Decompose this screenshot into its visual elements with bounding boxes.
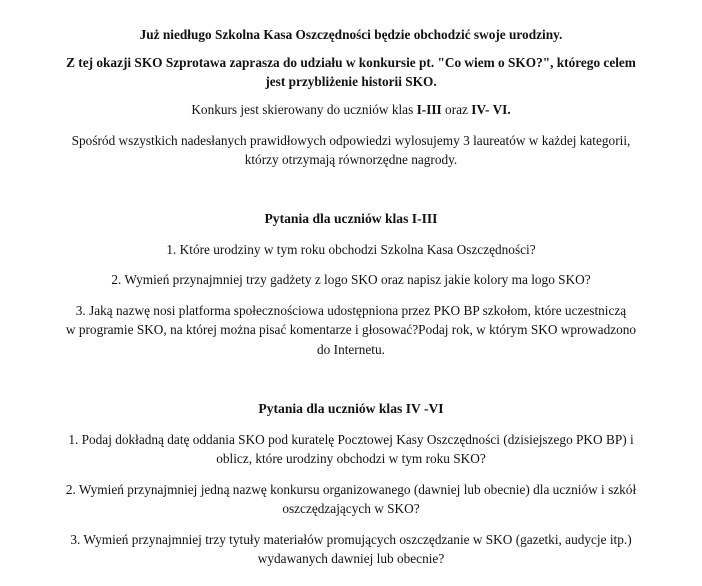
intro-audience [0, 101, 702, 119]
section2-question-3-line2: wydawanych dawniej lub obecnie? [257, 551, 445, 566]
intro-invitation-line1: Z tej okazji SKO Szprotawa zaprasza do udziału w konkursie pt. "Co wiem o SKO?", którego celem [66, 55, 636, 70]
section2-question-1-line2: oblicz, które urodziny obchodzi w tym roku SKO? [216, 451, 486, 466]
section2-question-2-line1: 2. Wymień przynajmniej jedną nazwę konkursu organizowanego (dawniej lub obecnie) dla uczniów i szkół [65, 482, 637, 497]
intro-invitation-line2: jest przybliżenie historii SKO. [265, 74, 437, 89]
section2-question-1-line1: 1. Podaj dokładną datę oddania SKO pod kuratelę Pocztowej Kasy Oszczędności (dzisiejszego PKO BP) i [68, 432, 634, 447]
intro-prizes-line2: którzy otrzymają równorzędne nagrody. [244, 152, 458, 167]
audience-prefix: Konkurs jest skierowany do uczniów klas [191, 102, 417, 117]
section1-heading: Pytania dla uczniów klas I-III [264, 211, 438, 226]
section2-question-2-line2: oszczędzających w SKO? [282, 501, 420, 516]
section2-question-3-line1: 3. Wymień przynajmniej trzy tytuły materiałów promujących oszczędzanie w SKO (gazetki, audycje itp.) [70, 532, 632, 547]
section1-question-3-line2: w programie SKO, na której można pisać komentarze i głosować?Podaj rok, w którym SKO wprowadzono [65, 322, 637, 337]
section2-heading: Pytania dla uczniów klas IV -VI [258, 401, 444, 416]
section1-question-2: 2. Wymień przynajmniej trzy gadżety z logo SKO oraz napisz jakie kolory ma logo SKO? [111, 272, 591, 287]
section1-question-3-line3: do Internetu. [317, 342, 385, 357]
intro-prizes-line1: Spośród wszystkich nadesłanych prawidłowych odpowiedzi wylosujemy 3 laureatów w każdej kategorii, [71, 133, 631, 148]
section1-question-1: 1. Które urodziny w tym roku obchodzi Szkolna Kasa Oszczędności? [166, 242, 536, 257]
section1-question-3-line1: 3. Jaką nazwę nosi platforma społecznościowa udostępniona przez PKO BP szkołom, które uczestniczą [75, 303, 627, 318]
audience-group-2: IV- VI. [471, 102, 511, 117]
audience-middle: oraz [441, 102, 472, 117]
intro-announcement: Już niedługo Szkolna Kasa Oszczędności będzie obchodzić swoje urodziny. [139, 27, 563, 42]
audience-group-1: I-III [416, 102, 442, 117]
